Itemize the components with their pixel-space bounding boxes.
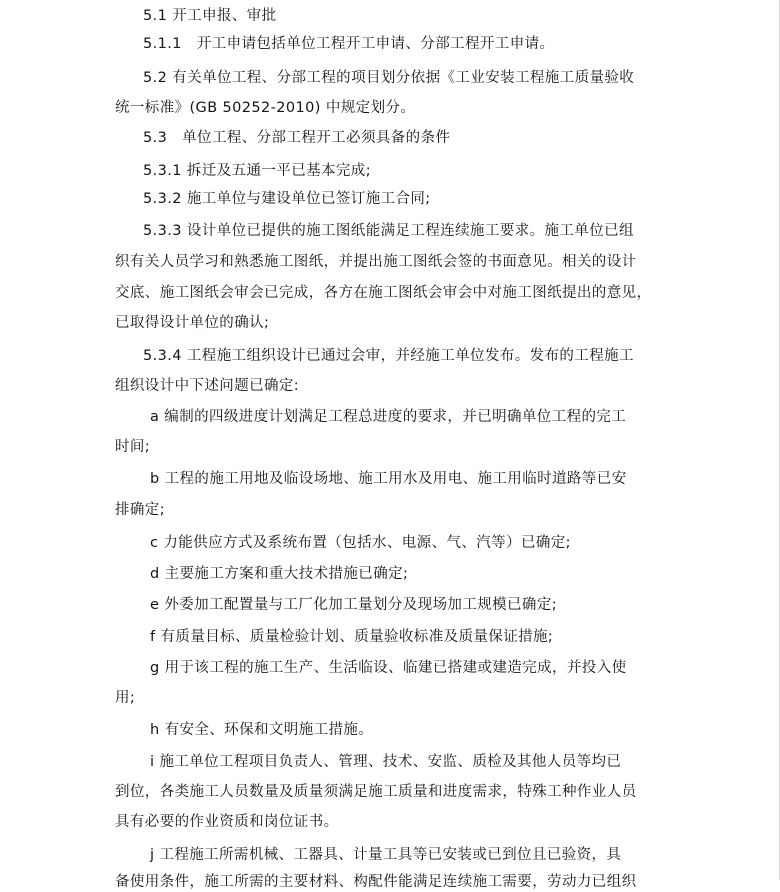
item-a-line-1: a 编制的四级进度计划满足工程总进度的要求，并已明确单位工程的完工 — [150, 409, 627, 425]
clause-5-2-line-1: 5.2 有关单位工程、分部工程的项目划分依据《工业安装工程施工质量验收 — [143, 70, 635, 86]
item-g-line-1: g 用于该工程的施工生产、生活临设、临建已搭建或建造完成，并投入使 — [150, 660, 627, 676]
clause-5-3-3-line-1: 5.3.3 设计单位已提供的施工图纸能满足工程连续施工要求。施工单位已组 — [143, 223, 634, 239]
clause-5-3-4-line-1: 5.3.4 工程施工组织设计已通过会审，并经施工单位发布。发布的工程施工 — [143, 348, 634, 364]
clause-5-1-1: 5.1.1 开工申请包括单位工程开工申请、分部工程开工申请。 — [143, 36, 555, 52]
item-j-line-2: 备使用条件，施工所需的主要材料、构配件能满足连续施工需要，劳动力已组织 — [115, 874, 637, 890]
item-c: c 力能供应方式及系统布置（包括水、电源、气、汽等）已确定; — [150, 535, 571, 551]
item-i-line-2: 到位，各类施工人员数量及质量须满足施工质量和进度需求，特殊工种作业人员 — [115, 784, 637, 800]
item-a-line-2: 时间; — [115, 439, 151, 455]
heading-5-3: 5.3 单位工程、分部工程开工必须具备的条件 — [143, 130, 451, 146]
clause-5-3-3-line-4: 已取得设计单位的确认; — [115, 315, 270, 331]
item-f: f 有质量目标、质量检验计划、质量验收标准及质量保证措施; — [150, 629, 554, 645]
item-e: e 外委加工配置量与工厂化加工量划分及现场加工规模已确定; — [150, 597, 558, 613]
cut-off-line-container — [0, 868, 780, 890]
item-g-line-2: 用; — [115, 690, 136, 706]
clause-5-2-line-2: 统一标准》(GB 50252-2010) 中规定划分。 — [115, 100, 416, 116]
item-h: h 有安全、环保和文明施工措施。 — [150, 722, 374, 738]
clause-5-3-1: 5.3.1 拆迁及五通一平已基本完成; — [143, 163, 371, 179]
item-i-line-1: i 施工单位工程项目负责人、管理、技术、安监、质检及其他人员等均已 — [150, 754, 622, 770]
item-d: d 主要施工方案和重大技术措施已确定; — [150, 566, 409, 582]
clause-5-3-3-line-2: 织有关人员学习和熟悉施工图纸，并提出施工图纸会签的书面意见。相关的设计 — [115, 254, 637, 270]
clause-5-3-4-line-2: 组织设计中下述问题已确定: — [115, 378, 300, 394]
item-j-line-1: j 工程施工所需机械、工器具、计量工具等已安装或已到位且已验资，具 — [150, 847, 622, 863]
item-i-line-3: 具有必要的作业资质和岗位证书。 — [115, 814, 339, 830]
item-b-line-1: b 工程的施工用地及临设场地、施工用水及用电、施工用临时道路等已安 — [150, 471, 627, 487]
heading-5-1: 5.1 开工申报、审批 — [143, 8, 277, 24]
clause-5-3-2: 5.3.2 施工单位与建设单位已签订施工合同; — [143, 191, 431, 207]
clause-5-3-3-line-3: 交底、施工图纸会审会已完成，各方在施工图纸会审会中对施工图纸提出的意见， — [115, 285, 652, 301]
item-b-line-2: 排确定; — [115, 502, 165, 518]
